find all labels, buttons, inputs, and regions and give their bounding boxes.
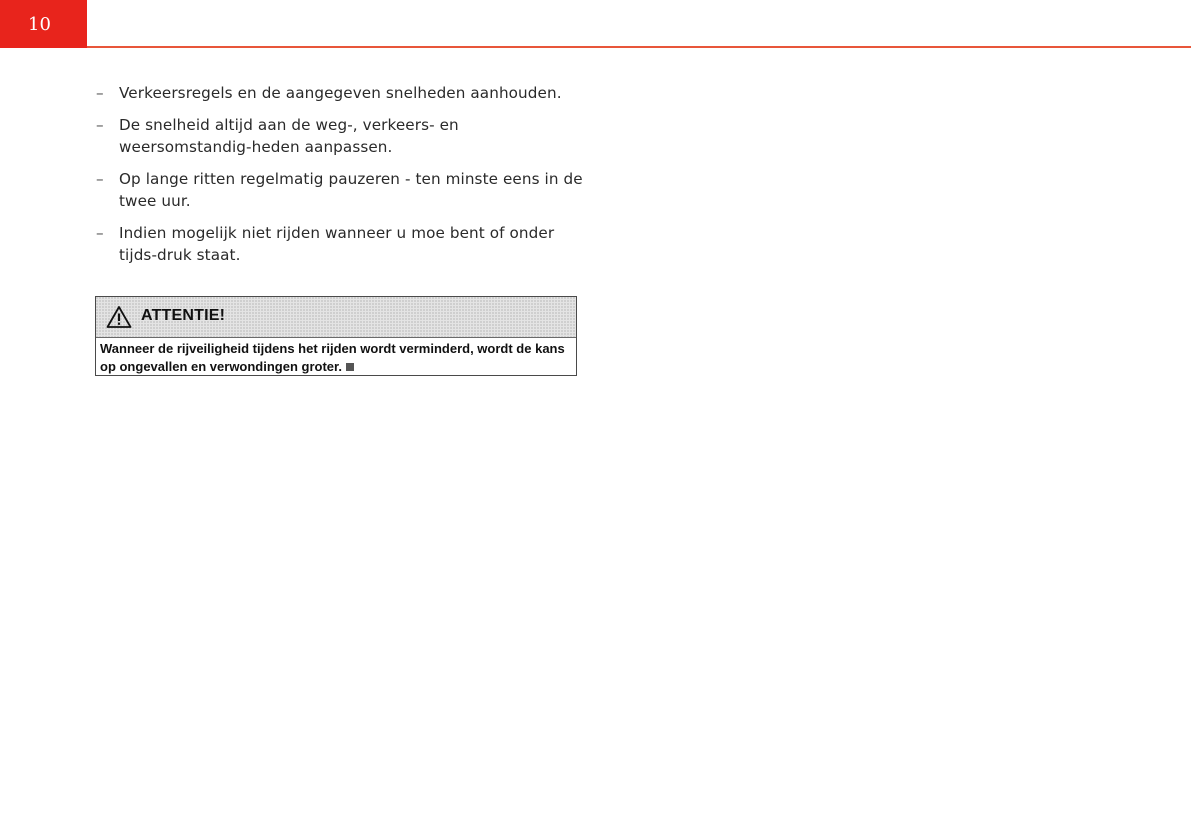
bullet-dash: –	[96, 116, 104, 134]
header-rule	[87, 46, 1191, 48]
warning-triangle-icon	[106, 305, 132, 329]
bullet-item	[96, 114, 586, 158]
warning-title: ATTENTIE!	[141, 307, 226, 324]
warning-text: Wanneer de rijveiligheid tijdens het rijden wordt verminderd, wordt de kans op ongevallen en verwondingen groter.	[100, 341, 565, 374]
bullet-list	[96, 82, 586, 276]
warning-header	[96, 297, 576, 338]
bullet-dash: –	[96, 84, 104, 102]
bullet-text: De snelheid altijd aan de weg-, verkeers- en weersomstandig-heden aanpassen.	[119, 116, 459, 156]
page-number: 10	[28, 14, 51, 35]
bullet-item	[96, 168, 586, 212]
end-of-section-marker	[346, 363, 354, 371]
page-number-badge	[0, 0, 87, 48]
bullet-dash: –	[96, 224, 104, 242]
bullet-dash: –	[96, 170, 104, 188]
bullet-text: Indien mogelijk niet rijden wanneer u moe bent of onder tijds-druk staat.	[119, 224, 555, 264]
bullet-text: Verkeersregels en de aangegeven snelheden aanhouden.	[119, 84, 562, 102]
bullet-text: Op lange ritten regelmatig pauzeren - ten minste eens in de twee uur.	[119, 170, 583, 210]
bullet-item	[96, 222, 586, 266]
warning-body	[96, 338, 576, 376]
bullet-item	[96, 82, 586, 104]
warning-box	[95, 296, 577, 376]
